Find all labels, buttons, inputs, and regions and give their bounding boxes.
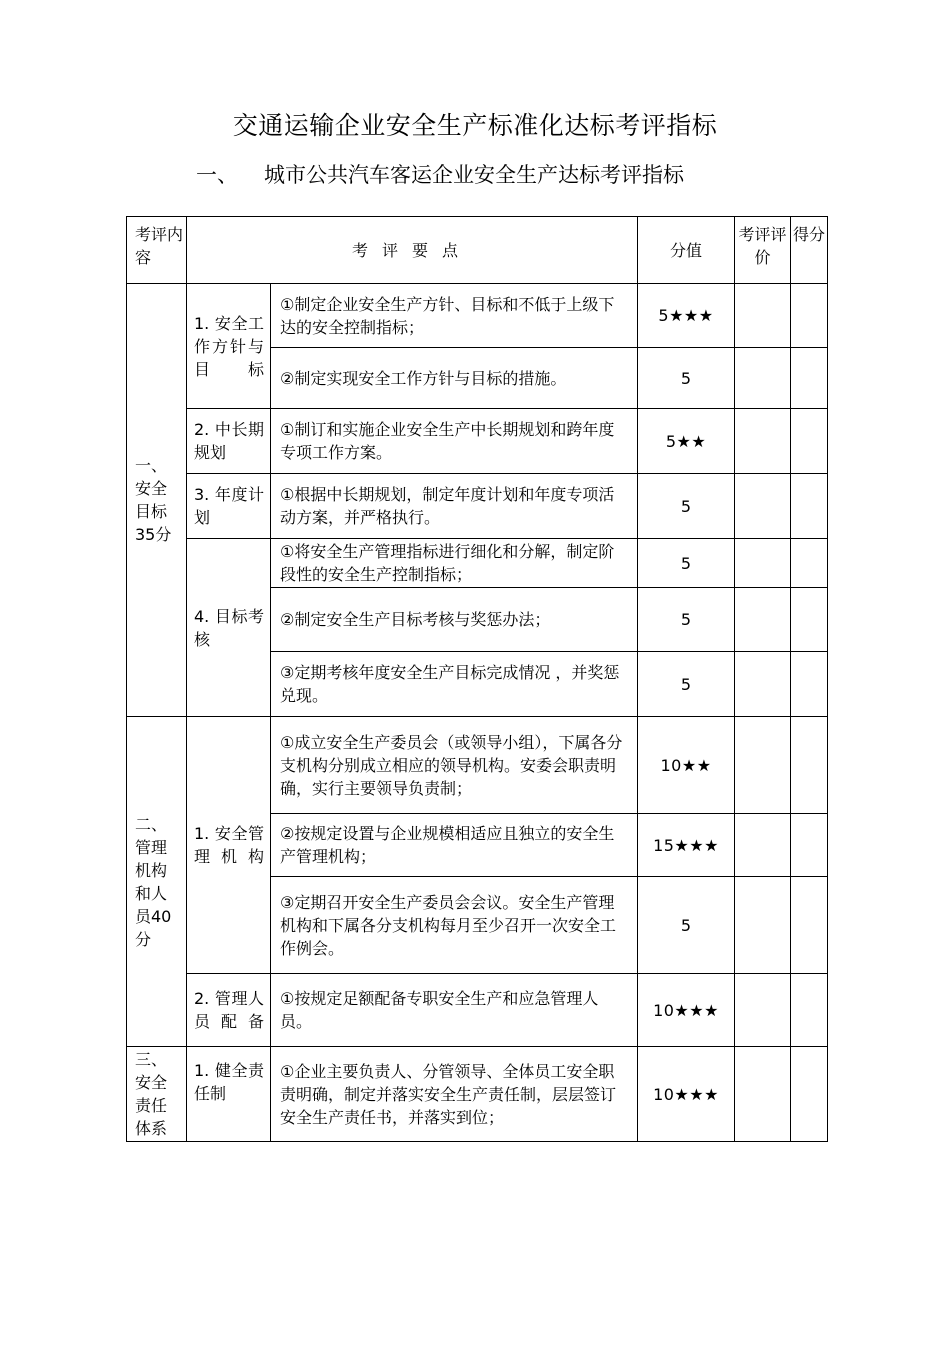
got-score-cell [791, 974, 828, 1047]
document-subtitle [196, 160, 684, 190]
point-text: ②制定实现安全工作方针与目标的措施。 [271, 348, 638, 409]
point-text: ①企业主要负责人、分管领导、全体员工安全职责明确，制定并落实安全生产责任制，层层签订安全生产责任书，并落实到位； [271, 1047, 638, 1142]
point-text: ①将安全生产管理指标进行细化和分解，制定阶段性的安全生产控制指标； [271, 539, 638, 588]
evaluation-cell [735, 877, 791, 974]
header-category: 考评内容 [127, 217, 187, 284]
point-text: ①根据中长期规划，制定年度计划和年度专项活动方案，并严格执行。 [271, 474, 638, 539]
point-score: 5★★★ [638, 284, 735, 348]
got-score-cell [791, 284, 828, 348]
evaluation-cell [735, 974, 791, 1047]
header-got-score: 得分 [791, 217, 828, 284]
evaluation-cell [735, 588, 791, 652]
evaluation-cell [735, 652, 791, 717]
point-score: 5 [638, 588, 735, 652]
evaluation-cell [735, 348, 791, 409]
point-text: ①制订和实施企业安全生产中长期规划和跨年度专项工作方案。 [271, 409, 638, 474]
evaluation-cell [735, 284, 791, 348]
header-score: 分值 [638, 217, 735, 284]
item-name: 3. 年度计划 [187, 474, 271, 539]
evaluation-cell [735, 717, 791, 814]
table-row [127, 409, 828, 474]
got-score-cell [791, 814, 828, 877]
point-score: 5 [638, 348, 735, 409]
point-score: 5★★ [638, 409, 735, 474]
got-score-cell [791, 877, 828, 974]
point-text: ②按规定设置与企业规模相适应且独立的安全生产管理机构； [271, 814, 638, 877]
point-score: 15★★★ [638, 814, 735, 877]
point-text: ①制定企业安全生产方针、目标和不低于上级下达的安全控制指标； [271, 284, 638, 348]
table-row [127, 539, 828, 588]
point-text: ③定期考核年度安全生产目标完成情况 ，并奖惩兑现。 [271, 652, 638, 717]
point-score: 5 [638, 474, 735, 539]
got-score-cell [791, 1047, 828, 1142]
header-evaluation: 考评评价 [735, 217, 791, 284]
document-title: 交通运输企业安全生产标准化达标考评指标 [232, 111, 718, 140]
evaluation-table [126, 216, 828, 1142]
got-score-cell [791, 474, 828, 539]
evaluation-cell [735, 474, 791, 539]
point-score: 5 [638, 877, 735, 974]
got-score-cell [791, 717, 828, 814]
item-name: 1. 安全工作方针与目标 [187, 284, 271, 409]
item-name: 4. 目标考核 [187, 539, 271, 717]
item-name: 1. 健全责任制 [187, 1047, 271, 1142]
section-label: 一、安全目标35分 [127, 284, 187, 717]
table-row [127, 717, 828, 814]
point-text: ①成立安全生产委员会（或领导小组），下属各分支机构分别成立相应的领导机构。安委会职责明确，实行主要领导负责制； [271, 717, 638, 814]
table-row [127, 474, 828, 539]
item-name: 1. 安全管理机构 [187, 717, 271, 974]
got-score-cell [791, 652, 828, 717]
item-name: 2. 管理人员配备 [187, 974, 271, 1047]
point-text: ②制定安全生产目标考核与奖惩办法； [271, 588, 638, 652]
table-row [127, 1047, 828, 1142]
subtitle-text: 城市公共汽车客运企业安全生产达标考评指标 [264, 163, 684, 187]
header-points: 考评要点 [187, 217, 638, 284]
section-label: 二、管理机构和人员40分 [127, 717, 187, 1047]
subtitle-number: 一、 [196, 163, 238, 187]
point-text: ①按规定足额配备专职安全生产和应急管理人员。 [271, 974, 638, 1047]
evaluation-cell [735, 814, 791, 877]
section-label: 三、安全责任体系 [127, 1047, 187, 1142]
item-name: 2. 中长期规划 [187, 409, 271, 474]
point-text: ③定期召开安全生产委员会会议。安全生产管理机构和下属各分支机构每月至少召开一次安全工作例会。 [271, 877, 638, 974]
point-score: 10★★★ [638, 1047, 735, 1142]
point-score: 5 [638, 652, 735, 717]
got-score-cell [791, 409, 828, 474]
point-score: 10★★ [638, 717, 735, 814]
evaluation-cell [735, 539, 791, 588]
table-row [127, 284, 828, 348]
got-score-cell [791, 539, 828, 588]
evaluation-cell [735, 1047, 791, 1142]
evaluation-cell [735, 409, 791, 474]
got-score-cell [791, 588, 828, 652]
point-score: 5 [638, 539, 735, 588]
table-header-row [127, 217, 828, 284]
table-row [127, 974, 828, 1047]
got-score-cell [791, 348, 828, 409]
point-score: 10★★★ [638, 974, 735, 1047]
